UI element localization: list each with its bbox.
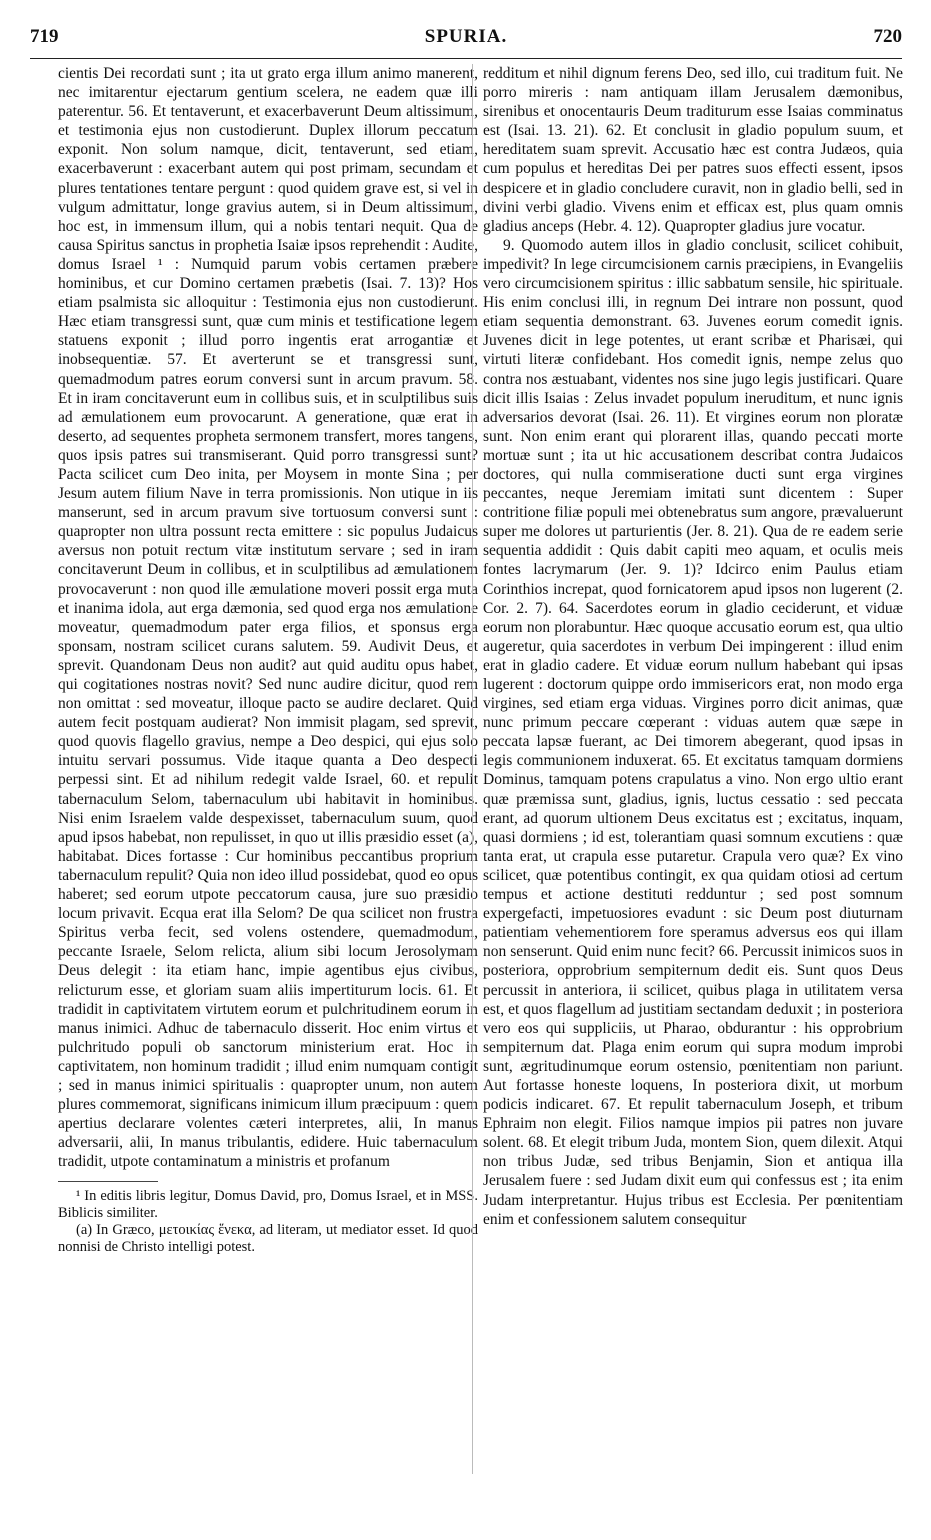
page-header (30, 26, 902, 52)
left-column (58, 64, 478, 1256)
page-number-left: 719 (30, 26, 59, 47)
right-column (483, 64, 903, 1229)
header-rule (30, 58, 902, 59)
footnote-a: (a) In Græco, μετοικίας ἕνεκα, ad literam, ut mediator esset. Id quod nonnisi de Christo intelligi potest. (58, 1222, 478, 1256)
right-paragraph-2: 9. Quomodo autem illos in gladio conclusit, scilicet cohibuit, impedivit? In lege circumcisionem carnis præcipiens, in Evangeliis vero circumcisionem spiritus : illic sabbatum sensile, hic spirituale. His enim conclusi illi, in regnum Dei intrare non possunt, quod etiam sequentia demonstrant. 63. Juvenes eorum comedit ignis. Juvenes dicit in lege potentes, ut erant scribæ et Pharisæi, qui virtuti literæ confidebant. Hos comedit ignis, nempe zelus quo contra nos æstuabant, videntes nos sine jugo legis justificari. Quare dicit illis Isaias : Zelus invadet populum ineruditum, et nunc ignis adversarios devorat (Isai. 26. 11). Et virgines eorum non ploratæ sunt. Non enim erant qui plorarent illas, quando peccati morte mortuæ sunt ; ita ut hic accusationem describat contra Judaicos doctores, qui nulla commiseratione ducti sunt erga virgines peccantes, neque Jeremiam imitati sunt dicentem : Super contritione filiæ populi mei obtenebratus sum angore, prævaluerunt super me dolores ut parturientis (Jer. 8. 21). Qua de re eadem serie sequentia addidit : Quis dabit capiti meo aquam, et oculis meis fontes lacrymarum (Jer. 9. 1)? Idcirco enim Paulus etiam Corinthios increpat, quod fornicatorem apud ipsos non lugerent (2. Cor. 2. 7). 64. Sacerdotes eorum in gladio ceciderunt, et viduæ eorum non plorabuntur. Hæc quoque accusatio eorum est, qua ultio augeretur, quia sacerdotes in verbum Dei impingerent : illud enim erat in gladio cadere. Et viduæ eorum nullum habebant qui ipsas lugerent : doctorum quippe ordo immisericors erat, non modo erga virgines, sed etiam erga viduas. Virgines porro dicit animas, quæ nunc primum peccare cœperant : viduas autem quæ sæpe in peccata lapsæ fuerant, ac Dei timorem abegerant, quod ipsas in legis communionem induxerat. 65. Et excitatus tamquam dormiens Dominus, tamquam potens crapulatus a vino. Non ergo ultio erant quæ præmissa sunt, gladius, ignis, luctus cessatio : sed peccata erant, ad quorum ultionem Deus excitatus est ; excitatus, inquam, quasi dormiens ; id est, tolerantiam quasi somnum excutiens : quæ tanta erat, ut crapula esse putaretur. Crapula vero quæ? Ex vino scilicet, quæ potentibus contingit, ex qua quidam otiosi ad certum tempus et actione destituti redduntur ; sed post somnum expergefacti, impetuosiores evadunt : sic Deum post diuturnam patientiam vehementiorem fore speramus adversus eos qui illam non senserunt. Quid enim nunc fecit? 66. Percussit inimicos suos in posteriora, opprobrium sempiternum dedit eis. Sunt quos Deus percussit in anteriora, ii scilicet, quibus plaga in utilitatem versa est, et quos flagellum ad justitiam sectandam deduxit ; in posteriora vero eos qui suppliciis, ut Pharao, obdurantur : his opprobrium sempiternum dat. Plaga enim eorum qui supra modum improbi sunt, ægritudinumque eorum ostensio, pœnitentiam non pariunt. Aut fortasse honeste loquens, In posteriora dixit, ut morbum podicis indicaret. 67. Et repulit tabernaculum Joseph, et tribum Ephraim non elegit. Filios namque impios pii patres non juvare solent. 68. Et elegit tribum Juda, montem Sion, quem dilexit. Atqui non tribus Judæ, sed tribus Benjamin, Sion et antiqua illa Jerusalem fuere : sed Judam dixit eum qui confessus est ; ita enim Judam interpretantur. Hujus tribus est Ecclesia. Per pœnitentiam enim et confessionem salutem consequitur (483, 236, 903, 1228)
right-paragraph-1: redditum et nihil dignum ferens Deo, sed illo, cui traditum fuit. Ne porro mireris : nam antiquam illam Jerusalem dæmonibus, sirenibus et onocentauris Deum traditurum esse Isaias comminatus est (Isai. 13. 21). 62. Et conclusit in gladio populum suum, et hereditatem suam sprevit. Accusatio hæc est contra Judæos, quia cum populus et hereditas Dei per patres suos effecti essent, ipsos despicere et in gladio concludere curavit, non in gladio belli, sed in divini verbi gladio. Vivens enim et efficax est, plus quam omnis gladius anceps (Hebr. 4. 12). Quapropter gladius jure vocatur. (483, 65, 903, 235)
footnotes (58, 1188, 478, 1256)
footnote-rule (58, 1181, 158, 1182)
running-title: SPURIA. (424, 26, 508, 47)
footnote-1: ¹ In editis libris legitur, Domus David, pro, Domus Israel, et in MSS. Biblicis similiter. (58, 1188, 478, 1222)
column-divider (472, 64, 473, 1474)
left-paragraph-1: cientis Dei recordati sunt ; ita ut grato erga illum animo manerent, nec imitarentur ejectarum gentium scelera, ne eadem quæ illi paterentur. 56. Et tentaverunt, et exacerbaverunt Deum altissimum, et testimonia ejus non custodierunt. Duplex illorum peccatum exponit. Non solum namque, dicit, tentaverunt, sed etiam, exacerbaverunt : exacerbant autem qui post primam, secundam et plures tentationes tentare pergunt : quod quidem grave est, si vel in vulgum admittatur, longe gravius autem, si in Deum altissimum, hoc est, in immensum illum, qui a nobis tentari nequit. Qua de causa Spiritus sanctus in prophetia Isaiæ ipsos reprehendit : Audite, domus Israel ¹ : Numquid parum vobis certamen præbere hominibus, et cur Domino certamen præbetis (Isai. 7. 13)? Hos etiam psalmista sic alloquitur : Testimonia ejus non custodierunt. Hæc etiam transgressi sunt, quæ cum minis et testificatione legem statuens exponit ; illud porro ingentis erat arrogantiæ et inobsequentiæ. 57. Et averterunt se et transgressi sunt, quemadmodum patres eorum conversi sunt in arcum pravum. 58. Et in iram concitaverunt eum in collibus suis, et in sculptilibus suis ad æmulationem eum provocarunt. A generatione, quæ erat in deserto, ad sequentes propheta sermonem transfert, mores tangens, quos ipsis patres sui transmiserant. Quid porro transgressi sunt? Pacta scilicet cum Deo inita, per Moysem in monte Sina ; per Jesum autem filium Nave in terra promissionis. Non utique in iis manserunt, sed in arcum pravum sive tortuosum conversi sunt : quapropter non ultra possunt recta emittere : sic populus Judaicus aversus non potuit rectum vitæ institutum servare ; sed in iram concitaverunt Deum in collibus, et in sculptilibus ad æmulationem provocaverunt : non quod ille æmulatione moveri possit erga muta et inanima idola, aut erga dæmonia, sed quod erga nos æmulatione moveatur, quemadmodum pater erga filios, et sponsus erga sponsam, nostram scilicet curans salutem. 59. Audivit Deus, et sprevit. Quandonam Deus non audit? aut quid auditu opus habet, qui cogitationes nostras novit? Sed nunc audire dicitur, quod rem non omittat : sed moveatur, illoque pacto se audire declaret. Quid autem fecit postquam audierat? Non immisit plagam, sed sprevit, quod quovis flagello gravius, nempe a Deo despici, qui ejus solo intuitu servari possumus. Vide itaque quanta a Deo despecti perpessi sint. Et ad nihilum redegit valde Israel, 60. et repulit tabernaculum Selom, tabernaculum ubi habitavit in hominibus. Nisi enim Israelem valde despexisset, tabernaculum suum, quod apud ipsos habebat, non repulisset, in quo ut illis præsidio esset (a), habitabat. Dices fortasse : Cur hominibus peccantibus proprium tabernaculum repulit? Quia non ideo illud possidebat, quod eo opus haberet; sed eorum utpote peccatorum causa, jure suo præsidio locum privavit. Ecqua erat illa Selom? De qua scilicet non frustra Spiritus verba fecit, sed volens ostendere, quemadmodum, peccante Israele, Selom relicta, alium sibi locum Jerosolymam Deus delegit : ita etiam hanc, impie agentibus ejus civibus, relicturum esse, et gloriam suam aliis impertiturum locis. 61. Et tradidit in captivitatem virtutem eorum et pulchritudinem eorum in manus inimici. Adhuc de tabernaculo disserit. Hoc enim virtus et pulchritudo populi ob sanctorum ministerium erat. Hoc in captivitatem, non hominum tradidit ; illud enim numquam contigit ; sed in manus inimici spiritualis : quapropter unum, non autem plures commemorat, significans inimicum illum præcipuum : quem apertius declarare volentes cæteri interpretes, alii, In manus adversarii, alii, In manus tribulantis, edidere. Huic tabernaculum tradidit, utpote contaminatum a ministris et profanum (58, 65, 478, 1171)
page-number-right: 720 (873, 26, 902, 47)
